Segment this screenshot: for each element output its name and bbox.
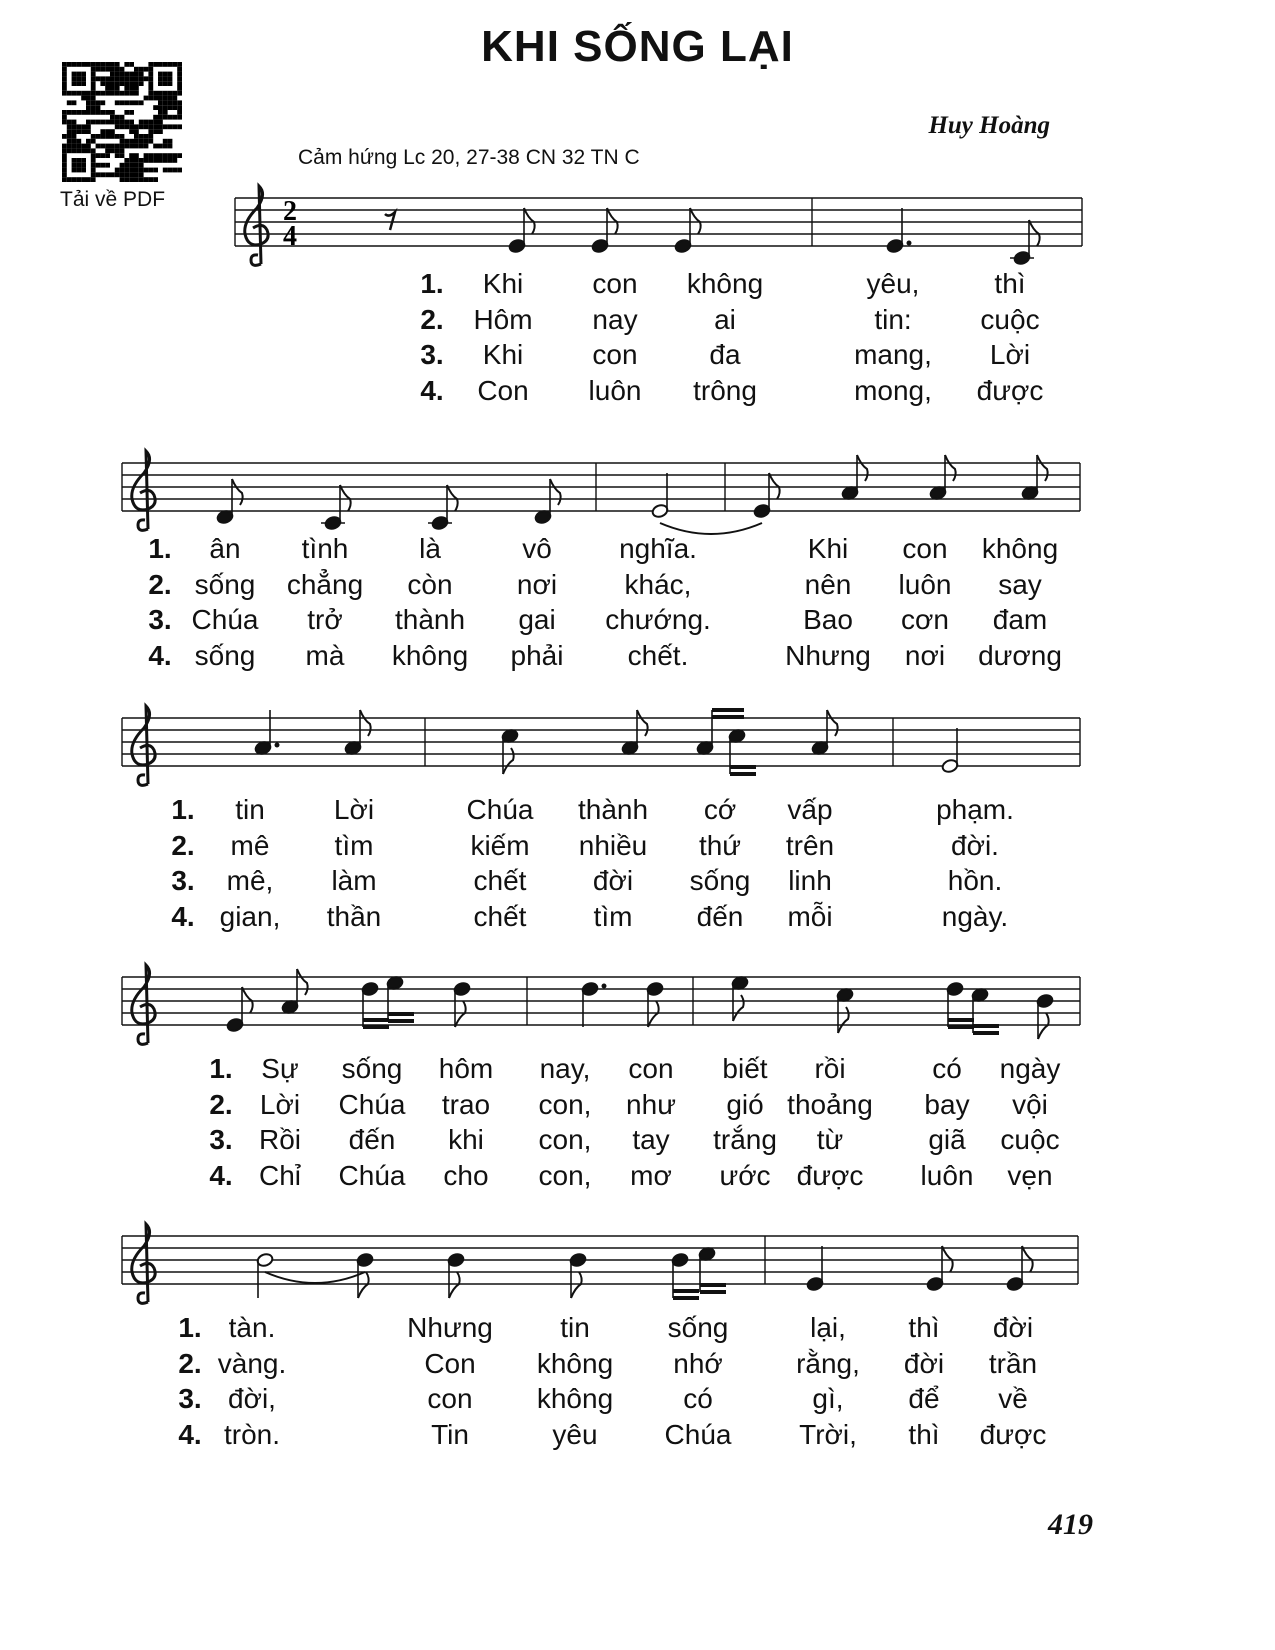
note-flag — [449, 1272, 460, 1298]
lyric-syllable: có — [683, 1383, 713, 1414]
lyric-syllable: vô — [522, 533, 552, 564]
lyric-syllable: trở — [307, 604, 343, 635]
lyric-syllable: con — [902, 533, 948, 564]
lyric-syllable: đời — [903, 1347, 945, 1379]
verse-number: 3. — [171, 865, 195, 896]
lyric-syllable: con — [427, 1383, 473, 1414]
lyric-syllable: gian, — [219, 900, 281, 932]
lyric-syllable: được — [796, 1159, 864, 1191]
note-flag — [827, 710, 838, 736]
lyric-syllable: cho — [443, 1159, 489, 1191]
lyric-syllable: Lời — [259, 1088, 301, 1120]
lyric-syllable: cơn — [901, 604, 949, 635]
lyric-syllable: vội — [1012, 1088, 1048, 1120]
lyric-syllable: đa — [709, 339, 741, 370]
lyric-syllable: Chúa — [338, 1088, 406, 1120]
verse-number: 4. — [420, 374, 444, 406]
lyric-syllable: trên — [785, 829, 835, 861]
note-flag — [297, 969, 308, 995]
lyric-syllable: sống — [194, 568, 256, 600]
lyric-syllable: không — [536, 1347, 614, 1379]
dot — [602, 984, 607, 989]
verse-number: 2. — [420, 303, 444, 335]
lyric-syllable: trao — [441, 1088, 491, 1120]
note-flag — [447, 485, 458, 511]
verse-number: 4. — [209, 1159, 233, 1191]
verse-number: 1. — [178, 1312, 202, 1343]
lyric-syllable: nơi — [904, 639, 946, 671]
tie — [265, 1272, 365, 1283]
lyric-syllable: đời, — [228, 1383, 276, 1414]
lyric-syllable: chết — [473, 865, 527, 896]
lyric-syllable: có — [932, 1053, 962, 1084]
lyric-syllable: sống — [194, 639, 256, 671]
lyric-syllable: mà — [305, 639, 345, 671]
lyric-syllable: nhiều — [578, 829, 648, 861]
lyric-syllable: dương — [978, 639, 1062, 671]
dot — [907, 241, 912, 246]
lyric-syllable: tìm — [593, 900, 633, 932]
lyric-syllable: con, — [538, 1124, 592, 1155]
scripture-reference: Cảm hứng Lc 20, 27-38 CN 32 TN C — [298, 146, 640, 169]
lyric-syllable: gai — [518, 604, 556, 635]
lyric-syllable: đời. — [951, 829, 999, 861]
lyric-syllable: chẳng — [286, 568, 364, 600]
time-signature-bottom: 4 — [283, 221, 297, 252]
lyric-syllable: không — [536, 1383, 614, 1414]
lyric-syllable: trông — [693, 374, 757, 406]
lyric-syllable: phạm. — [936, 794, 1014, 825]
lyric-syllable: ngày — [999, 1053, 1061, 1084]
lyric-syllable: mang, — [854, 339, 932, 370]
lyric-syllable: mỗi — [787, 900, 833, 932]
note-flag — [857, 455, 868, 481]
lyric-syllable: được — [979, 1418, 1047, 1450]
note-flag — [1037, 455, 1048, 481]
lyric-syllable: mơ — [630, 1159, 672, 1191]
lyric-syllable: hồn. — [947, 865, 1003, 896]
lyric-syllable: ai — [714, 303, 736, 335]
verse-number: 4. — [148, 639, 172, 671]
lyric-syllable: khác, — [624, 568, 692, 600]
note-flag — [733, 995, 744, 1021]
lyric-syllable: con — [628, 1053, 674, 1084]
lyric-syllable: phải — [510, 639, 564, 671]
lyric-syllable: Chỉ — [258, 1159, 302, 1191]
lyric-syllable: rằng, — [796, 1347, 860, 1379]
lyric-syllable: Bao — [803, 604, 853, 635]
lyric-syllable: Nhưng — [407, 1312, 493, 1343]
note-flag — [503, 748, 514, 774]
note-flag — [769, 473, 780, 499]
lyric-syllable: từ — [816, 1124, 844, 1155]
lyric-syllable: giã — [928, 1124, 966, 1155]
verse-number: 1. — [420, 268, 444, 299]
verse-number: 1. — [148, 533, 172, 564]
verse-number: 2. — [209, 1088, 233, 1120]
lyric-syllable: cuộc — [1000, 1124, 1060, 1155]
lyric-syllable: đời — [592, 865, 634, 896]
lyric-syllable: tìm — [334, 829, 374, 861]
lyric-syllable: về — [998, 1383, 1028, 1414]
verse-number: 4. — [171, 900, 195, 932]
lyric-syllable: nay, — [539, 1053, 591, 1084]
lyric-syllable: Khi — [807, 533, 849, 564]
lyric-syllable: mê — [230, 829, 270, 861]
lyric-syllable: yêu, — [866, 268, 920, 299]
verse-number: 2. — [171, 829, 195, 861]
note-flag — [358, 1272, 369, 1298]
lyric-syllable: chết — [473, 900, 527, 932]
lyric-syllable: là — [419, 533, 441, 564]
lyric-syllable: trắng — [713, 1124, 777, 1155]
lyric-syllable: như — [626, 1088, 676, 1120]
lyric-syllable: chết. — [627, 639, 689, 671]
lyric-syllable: lại, — [810, 1312, 846, 1343]
lyric-syllable: Rồi — [258, 1124, 302, 1155]
note-flag — [571, 1272, 582, 1298]
lyric-syllable: thì — [994, 268, 1026, 299]
lyric-syllable: Chúa — [664, 1418, 732, 1450]
lyric-syllable: vấp — [787, 794, 833, 825]
lyric-syllable: sống — [667, 1312, 729, 1343]
note-flag — [945, 455, 956, 481]
lyric-syllable: Tin — [431, 1418, 469, 1450]
lyric-syllable: nơi — [516, 568, 558, 600]
lyric-syllable: Lời — [333, 794, 375, 825]
download-pdf-link[interactable]: Tải về PDF — [60, 188, 166, 211]
lyric-syllable: không — [686, 268, 764, 299]
note-flag — [607, 208, 618, 234]
lyric-syllable: ước — [719, 1159, 771, 1191]
lyric-syllable: sống — [341, 1053, 403, 1084]
note-flag — [360, 710, 371, 736]
verse-number: 3. — [209, 1124, 233, 1155]
lyric-syllable: hôm — [438, 1053, 494, 1084]
lyric-syllable: nay — [592, 303, 638, 335]
staff-system — [122, 965, 1080, 1044]
lyric-syllable: ngày. — [941, 900, 1009, 932]
lyric-syllable: tay — [632, 1124, 670, 1155]
lyric-syllable: con — [592, 268, 638, 299]
note-flag — [648, 1001, 659, 1027]
lyric-syllable: Nhưng — [785, 639, 871, 671]
lyric-syllable: Chúa — [466, 794, 534, 825]
lyric-syllable: làm — [331, 865, 377, 896]
note-flag — [550, 479, 561, 505]
note-flag — [455, 1001, 466, 1027]
lyric-syllable: đến — [696, 900, 744, 932]
lyric-syllable: yêu — [552, 1418, 598, 1450]
lyric-syllable: Con — [424, 1347, 476, 1379]
note-flag — [524, 208, 535, 234]
note-flag — [1029, 220, 1040, 246]
lyric-syllable: khi — [448, 1124, 484, 1155]
lyric-syllable: mong, — [854, 374, 932, 406]
lyric-syllable: thần — [326, 900, 382, 932]
lyric-syllable: tin — [235, 794, 265, 825]
note-flag — [1022, 1246, 1033, 1272]
lyric-syllable: con, — [538, 1088, 592, 1120]
staff-system — [122, 706, 1080, 785]
lyric-syllable: Con — [477, 374, 529, 406]
note-flag — [1038, 1013, 1049, 1039]
staff-system — [235, 186, 1082, 266]
lyric-syllable: đến — [348, 1124, 396, 1155]
verse-number: 1. — [209, 1053, 233, 1084]
verse-number: 3. — [148, 604, 172, 635]
verse-number: 3. — [178, 1383, 202, 1414]
lyric-syllable: tin — [560, 1312, 590, 1343]
lyric-syllable: tròn. — [223, 1418, 281, 1450]
dot — [275, 743, 280, 748]
lyric-syllable: biết — [722, 1053, 768, 1084]
verse-number: 4. — [178, 1418, 202, 1450]
staff-system — [122, 451, 1080, 534]
lyric-syllable: đam — [992, 604, 1048, 635]
lyric-syllable: Hôm — [473, 303, 533, 335]
lyric-syllable: ân — [209, 533, 241, 564]
lyric-syllable: luôn — [588, 374, 642, 406]
note-flag — [340, 485, 351, 511]
lyric-syllable: thứ — [698, 829, 742, 861]
lyric-syllable: Chúa — [191, 604, 259, 635]
note-flag — [242, 987, 253, 1013]
verse-number: 3. — [420, 339, 444, 370]
lyric-syllable: để — [908, 1383, 940, 1414]
lyric-syllable: vàng. — [217, 1347, 287, 1379]
eighth-rest-icon — [385, 212, 395, 230]
composer: Huy Hoàng — [928, 112, 1050, 139]
lyric-syllable: con, — [538, 1159, 592, 1191]
lyric-syllable: Khi — [482, 339, 524, 370]
lyric-syllable: Khi — [482, 268, 524, 299]
lyric-syllable: mê, — [226, 865, 274, 896]
lyric-syllable: rồi — [814, 1053, 846, 1084]
lyric-syllable: Chúa — [338, 1159, 406, 1191]
lyric-syllable: trần — [988, 1347, 1038, 1379]
verse-number: 1. — [171, 794, 195, 825]
lyric-syllable: Sự — [261, 1053, 299, 1084]
lyric-syllable: không — [391, 639, 469, 671]
lyric-syllable: gì, — [812, 1383, 844, 1414]
note-flag — [838, 1007, 849, 1033]
note-flag — [942, 1246, 953, 1272]
staff-system — [122, 1224, 1078, 1303]
lyric-syllable: được — [976, 374, 1044, 406]
lyric-syllable: nên — [804, 568, 852, 600]
lyric-syllable: luôn — [898, 568, 952, 600]
verse-number: 2. — [148, 568, 172, 600]
lyric-syllable: sống — [689, 865, 751, 896]
lyric-syllable: thành — [577, 794, 649, 825]
lyric-syllable: kiếm — [470, 829, 530, 861]
lyric-syllable: vẹn — [1007, 1159, 1053, 1191]
lyric-syllable: nhớ — [673, 1347, 723, 1379]
lyric-syllable: thì — [908, 1312, 940, 1343]
page-number: 419 — [1048, 1508, 1093, 1541]
lyric-syllable: bay — [924, 1088, 970, 1120]
lyric-syllable: linh — [788, 865, 832, 896]
lyric-syllable: tin: — [874, 303, 912, 335]
lyric-syllable: thì — [908, 1418, 940, 1450]
lyric-syllable: Trời, — [799, 1418, 857, 1450]
lyric-syllable: không — [981, 533, 1059, 564]
lyric-syllable: cuộc — [980, 303, 1040, 335]
lyric-syllable: chướng. — [605, 604, 711, 635]
note-flag — [232, 479, 243, 505]
lyric-syllable: đời — [992, 1312, 1034, 1343]
lyric-syllable: còn — [407, 568, 453, 600]
song-title: KHI SỐNG LẠI — [481, 22, 794, 71]
lyric-syllable: thoảng — [787, 1088, 873, 1120]
time-signature-top: 2 — [283, 196, 297, 227]
lyric-syllable: gió — [726, 1088, 764, 1120]
lyric-syllable: tàn. — [228, 1312, 276, 1343]
lyric-syllable: nghĩa. — [619, 533, 697, 564]
lyric-syllable: con — [592, 339, 638, 370]
lyric-syllable: say — [998, 568, 1042, 600]
note-flag — [637, 710, 648, 736]
verse-number: 2. — [178, 1347, 202, 1379]
lyric-syllable: luôn — [920, 1159, 974, 1191]
lyric-syllable: cớ — [703, 794, 737, 825]
lyric-syllable: tình — [301, 533, 349, 564]
lyric-syllable: Lời — [989, 339, 1031, 370]
lyric-syllable: thành — [394, 604, 466, 635]
note-flag — [690, 208, 701, 234]
